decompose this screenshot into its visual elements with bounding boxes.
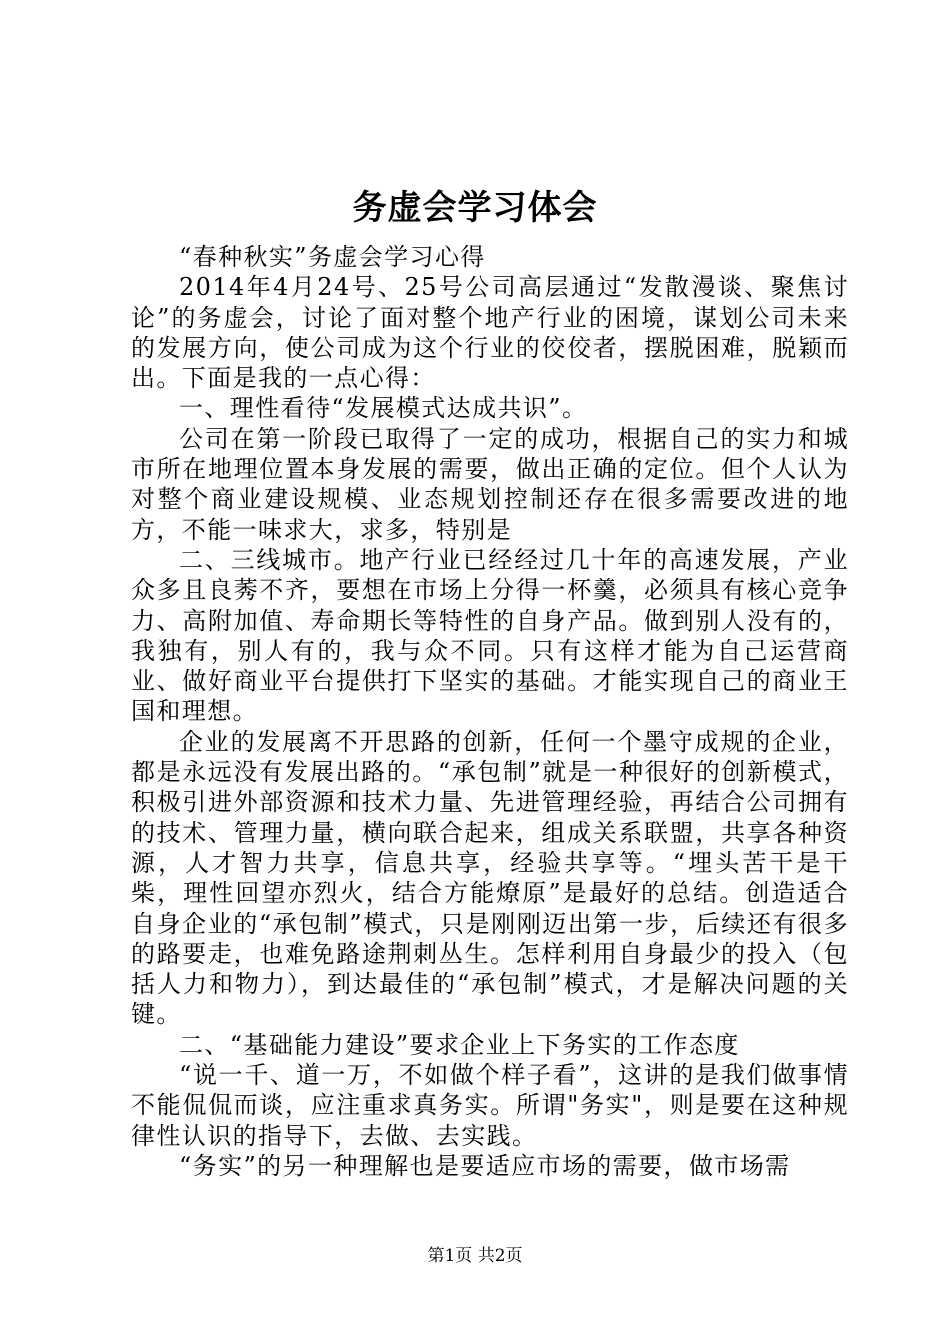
paragraph: 企业的发展离不开思路的创新，任何一个墨守成规的企业，都是永远没有发展出路的。“承包制”就是一种很好的创新模式，积极引进外部资源和技术力量、先进管理经验，再结合公司拥有的技术、管理力量，横向联合起来，组成关系联盟，共享各种资源，人才智力共享，信息共享，经验共享等。“埋头苦干是干柴，理性回望亦烈火，结合方能燎原”是最好的总结。创造适合自身企业的“承包制”模式，只是刚刚迈出第一步，后续还有很多的路要走，也难免路途荆刺丛生。怎样利用自身最少的投入（包括人力和物力），到达最佳的“承包制”模式，才是解决问题的关键。 (131, 727, 849, 1029)
section-heading-1: 一、理性看待“发展模式达成共识”。 (179, 394, 588, 423)
document-body (131, 242, 849, 1181)
page-number-footer: 第1页 共2页 (427, 1246, 523, 1266)
paragraph: 二、三线城市。地产行业已经经过几十年的高速发展，产业众多且良莠不齐，要想在市场上分得一杯羹，必须具有核心竞争力、高附加值、寿命期长等特性的自身产品。做到别人没有的，我独有，别人有的，我与众不同。只有这样才能为自己运营商业、做好商业平台提供打下坚实的基础。才能实现自己的商业王国和理想。 (131, 545, 849, 726)
section-heading-2: 二、“基础能力建设”要求企业上下务实的工作态度 (179, 1030, 740, 1059)
paragraph-subtitle: “春种秋实”务虚会学习心得 (179, 243, 486, 271)
paragraph: 公司在第一阶段已取得了一定的成功，根据自己的实力和城市所在地理位置本身发展的需要，做出正确的定位。但个人认为对整个商业建设规模、业态规划控制还存在很多需要改进的地方，不能一味求大，求多，特别是 (131, 424, 849, 544)
paragraph-intro: 2014年4月24号、25号公司高层通过“发散漫谈、聚焦讨论”的务虚会，讨论了面对整个地产行业的困境，谋划公司未来的发展方向，使公司成为这个行业的佼佼者，摆脱困难，脱颖而出。下面是我的一点心得： (131, 273, 849, 393)
paragraph: “务实”的另一种理解也是要适应市场的需要，做市场需 (179, 1151, 791, 1180)
paragraph: “说一千、道一万，不如做个样子看”，这讲的是我们做事情不能侃侃而谈，应注重求真务实。所谓"务实"，则是要在这种规律性认识的指导下，去做、去实践。 (131, 1061, 849, 1150)
document-title: 务虚会学习体会 (352, 188, 598, 228)
